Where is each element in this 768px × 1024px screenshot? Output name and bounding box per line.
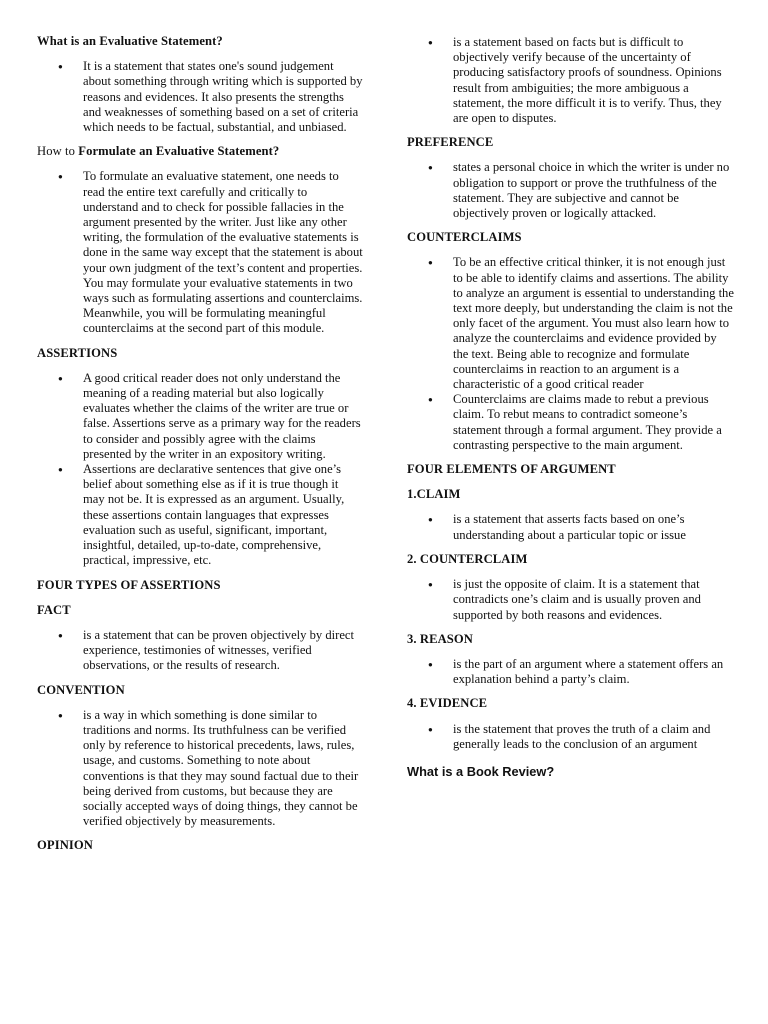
bullet-list xyxy=(37,708,363,830)
heading-fact: FACT xyxy=(37,602,71,617)
list-item: ● is the statement that proves the truth of a claim and generally leads to the conclusion of an argument xyxy=(407,722,735,752)
list-item: ● Assertions are declarative sentences that give one’s belief about something else as if it is true though it may not be. It is expressed as an argument. Usually, these assertions contain languages that expresses evaluation such as useful, significant, important, insightful, detailed, up-to-date, comprehensive, practical, impressive, etc. xyxy=(37,462,363,568)
heading-counterclaim: 2. COUNTERCLAIM xyxy=(407,551,528,566)
bullet-list xyxy=(407,255,735,453)
bullet-list xyxy=(37,628,363,674)
heading-how-to-formulate xyxy=(37,144,363,159)
bullet-list xyxy=(407,657,735,687)
bullet-list xyxy=(407,35,735,126)
right-column xyxy=(407,35,735,779)
bullet-list xyxy=(407,722,735,752)
list-item: ● It is a statement that states one's sound judgement about something through writing which is supported by reasons and evidences. It also presents the strengths and weaknesses of something based on a set of criteria which needs to be factual, substantial, and unbiased. xyxy=(37,59,363,135)
heading-reason: 3. REASON xyxy=(407,631,473,646)
list-item: ● is a statement that can be proven objectively by direct experience, testimonies of witnesses, verified observations, or the results of research. xyxy=(37,628,363,674)
heading-prefix: How to xyxy=(37,144,79,159)
left-column xyxy=(37,34,363,864)
bullet-list xyxy=(407,577,735,623)
heading-bold-part: Formulate an Evaluative Statement? xyxy=(78,144,280,159)
heading-four-elements-of-argument: FOUR ELEMENTS OF ARGUMENT xyxy=(407,462,616,477)
list-item: ● is a way in which something is done similar to traditions and norms. Its truthfulness can be verified only by reference to historical precedents, laws, rules, usage, and customs. Something to note about conventions is that they may sound factual due to their being derived from customs, but because they are socially accepted ways of doing things, they cannot be verified objectively by measurements. xyxy=(37,708,363,830)
heading-what-is-evaluative-statement: What is an Evaluative Statement? xyxy=(37,34,223,48)
list-item: ● is just the opposite of claim. It is a statement that contradicts one’s claim and is usually proven and supported by both reasons and evidences. xyxy=(407,577,735,623)
heading-four-types-of-assertions: FOUR TYPES OF ASSERTIONS xyxy=(37,577,221,592)
bullet-list xyxy=(37,169,363,336)
list-item: ● is a statement based on facts but is difficult to objectively verify because of the uncertainty of producing satisfactory proofs of soundness. Opinions result from ambiguities; the more ambiguous a statement, the more difficult it is to verify. Thus, they are open to disputes. xyxy=(407,35,735,126)
heading-evidence: 4. EVIDENCE xyxy=(407,696,488,711)
list-item: ● A good critical reader does not only understand the meaning of a reading material but also logically evaluates whether the claims of the writer are true or false. Assertions serve as a primary way for the readers to consider and possibly agree with the claims presented by the writer in an expository writing. xyxy=(37,371,363,462)
heading-opinion: OPINION xyxy=(37,838,93,853)
list-item: ● is the part of an argument where a statement offers an explanation behind a party’s claim. xyxy=(407,657,735,687)
list-item: ● To be an effective critical thinker, it is not enough just to be able to identify claims and assertions. The ability to analyze an argument is essential to understanding the text more deeply, but understanding the claim is not the only facet of the argument. You must also learn how to analyze the counterclaims and evidence provided by the text. Being able to recognize and formulate counterclaims in reaction to an argument is a characteristic of a good critical reader xyxy=(407,255,735,392)
list-item: ● Counterclaims are claims made to rebut a previous claim. To rebut means to contradict someone’s statement through a formal argument. They provide a contrasting perspective to the main argument. xyxy=(407,392,735,453)
bullet-list xyxy=(407,160,735,221)
bullet-list xyxy=(37,59,363,135)
heading-what-is-a-book-review: What is a Book Review? xyxy=(407,763,555,779)
heading-preference: PREFERENCE xyxy=(407,135,494,150)
heading-counterclaims: COUNTERCLAIMS xyxy=(407,230,522,245)
heading-claim: 1.CLAIM xyxy=(407,487,461,502)
bullet-list xyxy=(37,371,363,569)
list-item: ● To formulate an evaluative statement, one needs to read the entire text carefully and critically to understand and to check for possible fallacies in the argument presented by the writer. Just like any other writing, the formulation of the evaluative statements is done in the same way except that the statement is about your own judgment of the text’s content and properties. You may formulate your evaluative statements in two ways such as formulating assertions and counterclaims. Meanwhile, you will be formulating meaningful counterclaims at the second part of this module. xyxy=(37,169,363,336)
heading-assertions: ASSERTIONS xyxy=(37,345,118,360)
bullet-list xyxy=(407,512,735,542)
heading-convention: CONVENTION xyxy=(37,682,125,697)
list-item: ● states a personal choice in which the writer is under no obligation to support or prove the truthfulness of the statement. They are subjective and cannot be objectively proven or logically attacked. xyxy=(407,160,735,221)
list-item: ● is a statement that asserts facts based on one’s understanding about a particular topic or issue xyxy=(407,512,735,542)
